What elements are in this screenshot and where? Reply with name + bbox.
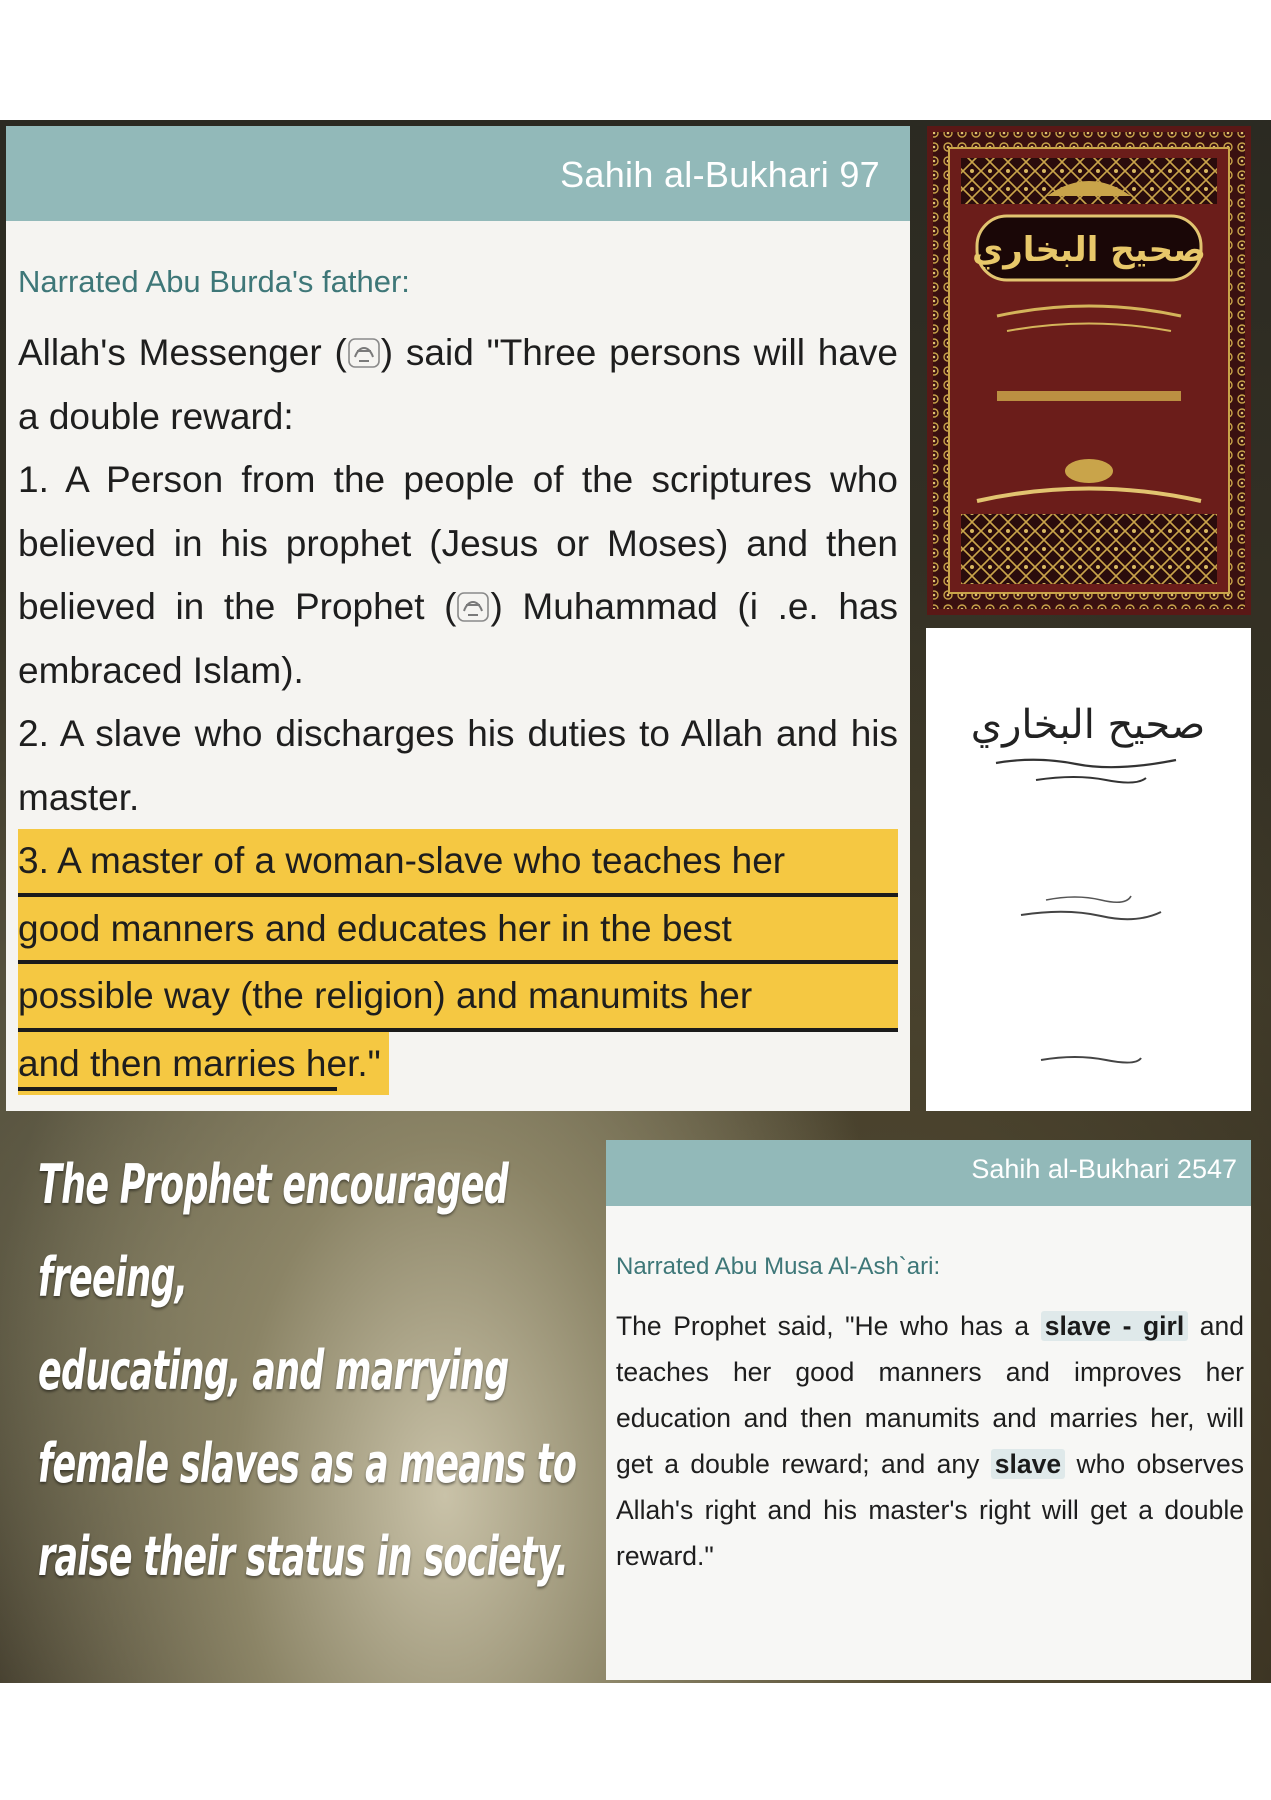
highlighted-line: possible way (the religion) and manumits her	[18, 964, 898, 1032]
hadith-point-2: 2. A slave who discharges his duties to Allah and his master.	[18, 713, 898, 818]
headline-line: female slaves as a means to	[38, 1432, 577, 1495]
headline-line: The Prophet encouraged	[38, 1153, 509, 1216]
collage-frame	[0, 120, 1271, 1683]
hadith-card-97	[6, 126, 910, 1111]
headline-line: raise their status in society.	[38, 1525, 569, 1588]
highlighted-term: slave	[991, 1449, 1065, 1479]
book-cover-art	[927, 126, 1251, 615]
pbuh-glyph-icon	[456, 589, 490, 625]
hadith-text	[18, 321, 898, 1095]
highlighted-line: good manners and educates her in the best	[18, 897, 898, 965]
highlighted-term: slave - girl	[1041, 1311, 1188, 1341]
reference-header	[606, 1140, 1251, 1206]
highlighted-line: and then marries her."	[18, 1032, 389, 1096]
book-title-page-title: صحيح البخاري	[970, 702, 1206, 748]
hadith-text: The Prophet said, "He who has a slave - girl and teaches her good manners and improves her education and then manumits and marries her, will get a double reward; and any slave who observes Allah's right and his master's right will get a double reward."	[616, 1311, 1244, 1571]
hadith-reference: Sahih al-Bukhari 97	[560, 154, 880, 195]
narrator-line: Narrated Abu Musa Al-Ash`ari:	[616, 1253, 941, 1280]
headline-line: educating, and marrying	[38, 1339, 509, 1402]
hadith-point-1: 1. A Person from the people of the scriptures who believed in his prophet (Jesus or Moses) and then believed in the Prophet ( ) Muhammad (i .e. has embraced Islam).	[18, 459, 898, 691]
book-cover-image	[927, 126, 1251, 615]
book-title-page-image	[926, 628, 1251, 1111]
hadith-reference: Sahih al-Bukhari 2547	[971, 1154, 1237, 1184]
pbuh-glyph-icon	[347, 335, 381, 371]
book-cover-title: صحيح البخاري	[972, 230, 1206, 270]
headline-statement	[38, 1138, 577, 1603]
headline-line: freeing,	[38, 1246, 188, 1309]
highlighted-line: 3. A master of a woman-slave who teaches her	[18, 829, 898, 897]
book-title-page-art	[926, 628, 1251, 1111]
reference-header	[6, 126, 910, 221]
hadith-intro: Allah's Messenger ( ) said "Three persons will have a double reward:	[18, 332, 898, 437]
hadith-card-2547	[606, 1140, 1251, 1680]
narrator-line: Narrated Abu Burda's father:	[18, 264, 410, 299]
